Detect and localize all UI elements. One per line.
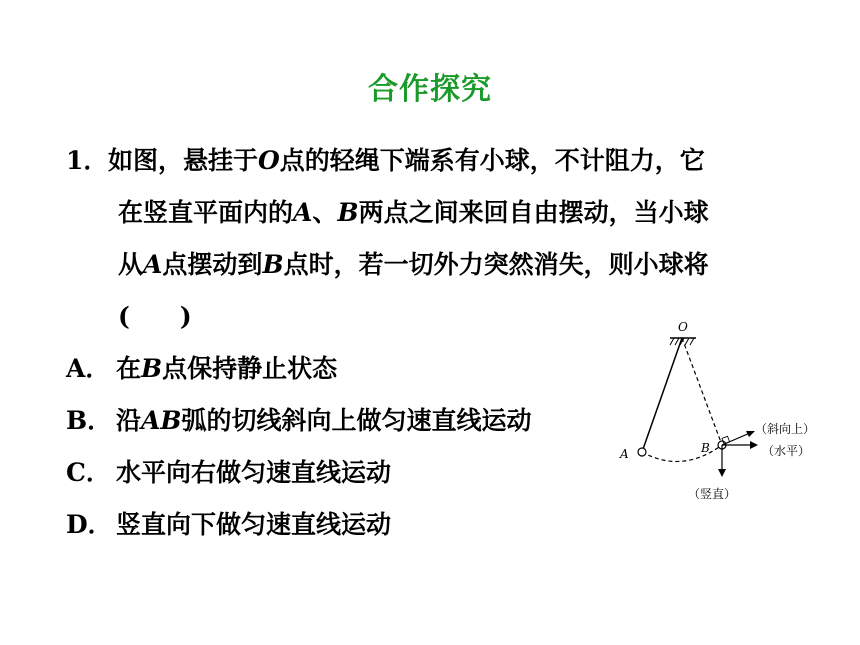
label-slant: （斜向上）	[755, 422, 816, 436]
label-horizontal: （水平）	[762, 444, 811, 458]
page-title: 合作探究	[368, 72, 492, 107]
rope	[642, 338, 682, 452]
option-b: B． 沿AB弧的切线斜向上做匀速直线运动	[66, 406, 532, 435]
ball-a	[638, 448, 646, 456]
question-line-2: 在竖直平面内的A、B两点之间来回自由摆动，当小球	[118, 198, 709, 227]
question-line-3: 从A点摆动到B点时，若一切外力突然消失，则小球将	[118, 250, 709, 279]
label-b: B	[701, 441, 710, 455]
option-d: D． 竖直向下做匀速直线运动	[66, 510, 392, 539]
arrow-vertical	[718, 445, 726, 477]
question-line-1: 如图，悬挂于O点的轻绳下端系有小球，不计阻力，它	[108, 146, 705, 175]
answer-blank: ( )	[118, 302, 192, 331]
question-number: 1．	[66, 146, 109, 175]
rope-dashed	[682, 338, 722, 445]
pendulum-diagram	[612, 314, 842, 509]
label-o: O	[678, 320, 688, 334]
label-vertical: （竖直）	[688, 487, 737, 501]
option-c: C． 水平向右做匀速直线运动	[66, 458, 392, 487]
label-a: A	[620, 447, 629, 461]
swing-arc	[642, 445, 722, 461]
option-a: A． 在B点保持静止状态	[66, 354, 338, 383]
